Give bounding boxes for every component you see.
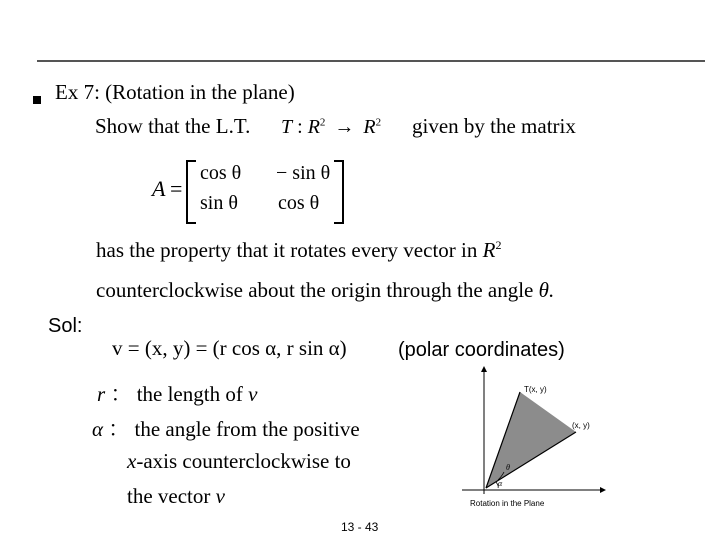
property-line2-text: counterclockwise about the origin through the angle — [96, 278, 534, 302]
sol-label: Sol: — [48, 315, 83, 337]
alpha-desc-v: v — [215, 484, 225, 508]
bullet-icon — [33, 96, 41, 104]
map-R1: R — [307, 116, 320, 138]
r-line — [97, 378, 257, 408]
r-desc: the length of — [136, 382, 243, 406]
alpha-desc-3: the vector — [127, 484, 211, 508]
rotation-matrix — [148, 160, 348, 220]
alpha-line-1 — [92, 413, 360, 443]
label-alpha: α — [498, 479, 503, 488]
alpha-desc-1: the angle from the positive — [134, 417, 360, 441]
example-title: Ex 7: (Rotation in the plane) — [55, 80, 295, 104]
v-formula: v = (x, y) = (r cos α, r sin α) — [112, 336, 347, 360]
figure-caption: Rotation in the Plane — [470, 499, 545, 508]
matrix-right-bracket — [334, 160, 344, 224]
property-line-1 — [96, 238, 501, 263]
alpha-desc-2: -axis counterclockwise to — [136, 449, 351, 473]
map-R2: R — [363, 116, 376, 138]
map-arrow-icon: → — [334, 116, 355, 138]
header-rule — [37, 60, 705, 62]
r-symbol: r — [97, 382, 106, 406]
alpha-desc-x: x — [127, 449, 137, 473]
alpha-symbol: α — [92, 417, 104, 441]
matrix-label: A — [152, 176, 166, 201]
alpha-line-3 — [127, 484, 225, 509]
map-exp1: 2 — [319, 116, 326, 129]
property-line-2 — [96, 278, 554, 303]
label-theta: θ — [506, 463, 510, 472]
given-text: given by the matrix — [412, 114, 576, 138]
matrix-left-bracket — [186, 160, 196, 224]
r-separator: ： — [110, 382, 132, 406]
show-text: Show that the L.T. — [95, 114, 251, 138]
polar-note: (polar coordinates) — [398, 339, 565, 361]
rotation-figure — [452, 362, 612, 512]
matrix-cell-21: sin θ — [200, 192, 238, 214]
x-axis-arrow-icon — [600, 487, 606, 493]
r-desc-v: v — [248, 382, 258, 406]
property-text: has the property that it rotates every vector in — [96, 238, 478, 262]
property-theta: θ. — [538, 278, 555, 302]
alpha-line-2 — [127, 449, 351, 474]
map-formula — [281, 116, 381, 139]
label-Txy: T(x, y) — [524, 385, 547, 394]
y-axis-arrow-icon — [481, 366, 487, 372]
property-R: R — [482, 238, 496, 262]
matrix-equals: = — [170, 176, 183, 201]
page-number: 13 - 43 — [341, 520, 379, 534]
map-T: T — [281, 116, 293, 138]
label-xy: (x, y) — [572, 421, 590, 430]
map-exp2: 2 — [375, 116, 382, 129]
alpha-separator: ： — [108, 417, 130, 441]
map-colon: : — [297, 116, 303, 138]
matrix-cell-12: − sin θ — [276, 162, 331, 184]
matrix-cell-22: cos θ — [278, 192, 320, 214]
matrix-cell-11: cos θ — [200, 162, 242, 184]
property-exp: 2 — [495, 238, 502, 252]
